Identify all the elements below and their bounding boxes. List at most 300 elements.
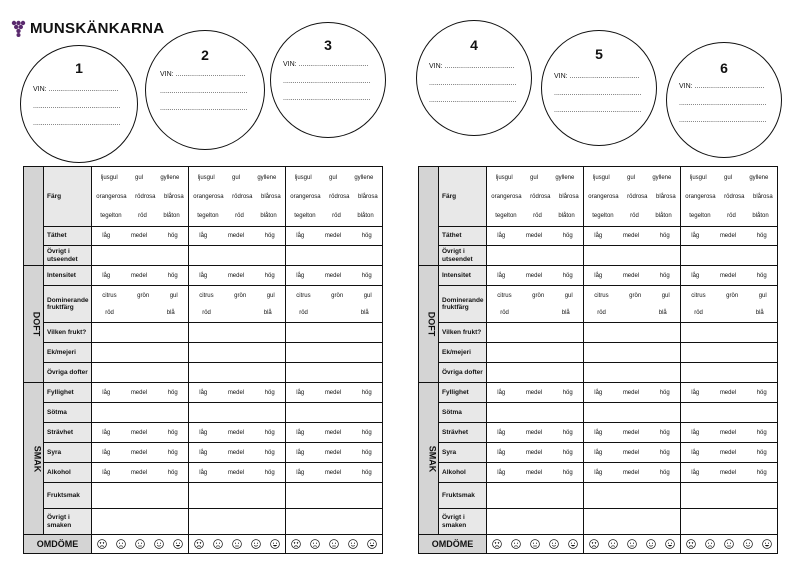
stravhet-cell[interactable]	[584, 423, 681, 443]
option-label[interactable]: medel	[622, 449, 640, 456]
option-label[interactable]: ljusgul	[100, 174, 118, 181]
farg-cell[interactable]	[286, 167, 383, 227]
vin-dots[interactable]: .............................................	[429, 97, 517, 104]
alkohol-cell[interactable]	[584, 463, 681, 483]
fruktsmak-cell[interactable]	[681, 483, 778, 509]
option-label[interactable]: orangerosa	[588, 193, 619, 200]
ovrigt-cell[interactable]	[584, 246, 681, 266]
alkohol-cell[interactable]	[681, 463, 778, 483]
option-label[interactable]: medel	[324, 469, 342, 476]
option-label[interactable]: blåton	[752, 212, 769, 219]
option-label[interactable]: hög	[361, 429, 372, 436]
very-sad-face-icon[interactable]	[97, 539, 107, 549]
option-label[interactable]: medel	[525, 272, 543, 279]
option-label[interactable]: låg	[497, 429, 506, 436]
option-label[interactable]: låg	[296, 469, 305, 476]
sotma-cell[interactable]	[189, 403, 286, 423]
ovrigt-cell[interactable]	[189, 246, 286, 266]
alkohol-cell[interactable]	[92, 463, 189, 483]
option-label[interactable]: röd	[533, 212, 542, 219]
vin-field[interactable]: VIN: ....................................	[160, 71, 246, 78]
option-label[interactable]: ljusgul	[197, 174, 215, 181]
vin-dots[interactable]: .............................................	[283, 78, 371, 85]
vin-dots[interactable]: .............................................	[679, 100, 767, 107]
option-label[interactable]: medel	[227, 389, 245, 396]
option-label[interactable]: hög	[361, 449, 372, 456]
option-label[interactable]: låg	[594, 389, 603, 396]
tathet-cell[interactable]	[487, 227, 584, 246]
option-label[interactable]: medel	[525, 449, 543, 456]
option-label[interactable]: röd	[105, 309, 114, 316]
stravhet-cell[interactable]	[189, 423, 286, 443]
option-label[interactable]: hög	[659, 389, 670, 396]
option-label[interactable]: medel	[324, 272, 342, 279]
frukt-cell[interactable]	[681, 286, 778, 323]
fruktsmak-cell[interactable]	[286, 483, 383, 509]
happy-face-icon[interactable]	[251, 539, 261, 549]
option-label[interactable]: hög	[361, 233, 372, 239]
option-label[interactable]: medel	[525, 469, 543, 476]
option-label[interactable]: hög	[264, 272, 275, 279]
option-label[interactable]: hög	[562, 389, 573, 396]
ek-cell[interactable]	[92, 343, 189, 363]
fyllighet-cell[interactable]	[92, 383, 189, 403]
option-label[interactable]: hög	[562, 429, 573, 436]
vin-dots[interactable]: .............................................	[429, 80, 517, 87]
option-label[interactable]: orangerosa	[193, 193, 224, 200]
option-label[interactable]: hög	[659, 429, 670, 436]
stravhet-cell[interactable]	[487, 423, 584, 443]
option-label[interactable]: medel	[324, 449, 342, 456]
option-label[interactable]: blåton	[163, 212, 180, 219]
smaken-cell[interactable]	[92, 509, 189, 535]
option-label[interactable]: blårosa	[656, 193, 676, 200]
option-label[interactable]: låg	[691, 233, 700, 239]
option-label[interactable]: medel	[525, 233, 543, 239]
option-label[interactable]: grön	[629, 292, 642, 299]
option-label[interactable]: hög	[659, 469, 670, 476]
option-label[interactable]: medel	[719, 233, 737, 239]
option-label[interactable]: gul	[661, 292, 670, 299]
option-label[interactable]: låg	[102, 272, 111, 279]
option-label[interactable]: blårosa	[559, 193, 579, 200]
option-label[interactable]: medel	[130, 233, 148, 239]
happy-face-icon[interactable]	[549, 539, 559, 549]
option-label[interactable]: hög	[562, 449, 573, 456]
omdome-cell[interactable]	[487, 535, 584, 554]
sad-face-icon[interactable]	[213, 539, 223, 549]
option-label[interactable]: hög	[167, 449, 178, 456]
option-label[interactable]: röd	[597, 309, 606, 316]
frukt-cell[interactable]	[584, 286, 681, 323]
dofter-cell[interactable]	[487, 363, 584, 383]
option-label[interactable]: blåton	[558, 212, 575, 219]
option-label[interactable]: gul	[134, 174, 143, 181]
option-label[interactable]: hög	[167, 429, 178, 436]
smaken-cell[interactable]	[286, 509, 383, 535]
option-label[interactable]: låg	[296, 429, 305, 436]
option-label[interactable]: citrus	[497, 292, 512, 299]
smaken-cell[interactable]	[681, 509, 778, 535]
option-label[interactable]: blåton	[655, 212, 672, 219]
omdome-cell[interactable]	[584, 535, 681, 554]
happy-face-icon[interactable]	[154, 539, 164, 549]
option-label[interactable]: låg	[199, 233, 208, 239]
tathet-cell[interactable]	[584, 227, 681, 246]
option-label[interactable]: medel	[719, 272, 737, 279]
vin-dots[interactable]: .............................................	[679, 117, 767, 124]
ek-cell[interactable]	[286, 343, 383, 363]
option-label[interactable]: medel	[622, 272, 640, 279]
intensitet-cell[interactable]	[487, 266, 584, 286]
vin-dots[interactable]: .............................................	[554, 107, 642, 114]
vin-field[interactable]: VIN: ....................................	[554, 73, 640, 80]
vilken-cell[interactable]	[681, 323, 778, 343]
option-label[interactable]: röd	[332, 212, 341, 219]
option-label[interactable]: rödrosa	[530, 193, 551, 200]
very-sad-face-icon[interactable]	[194, 539, 204, 549]
option-label[interactable]: medel	[227, 233, 245, 239]
option-label[interactable]: låg	[296, 272, 305, 279]
option-label[interactable]: låg	[199, 469, 208, 476]
very-happy-face-icon[interactable]	[665, 539, 675, 549]
option-label[interactable]: låg	[497, 272, 506, 279]
option-label[interactable]: gul	[723, 174, 732, 181]
alkohol-cell[interactable]	[286, 463, 383, 483]
option-label[interactable]: röd	[630, 212, 639, 219]
neutral-face-icon[interactable]	[724, 539, 734, 549]
option-label[interactable]: hög	[659, 272, 670, 279]
very-sad-face-icon[interactable]	[686, 539, 696, 549]
stravhet-cell[interactable]	[92, 423, 189, 443]
option-label[interactable]: tegelton	[197, 212, 219, 219]
option-label[interactable]: medel	[622, 233, 640, 239]
sad-face-icon[interactable]	[116, 539, 126, 549]
ovrigt-cell[interactable]	[92, 246, 189, 266]
option-label[interactable]: hög	[562, 272, 573, 279]
option-label[interactable]: hög	[167, 272, 178, 279]
option-label[interactable]: hög	[264, 389, 275, 396]
option-label[interactable]: låg	[296, 233, 305, 239]
option-label[interactable]: medel	[130, 449, 148, 456]
option-label[interactable]: gul	[564, 292, 573, 299]
option-label[interactable]: ljusgul	[294, 174, 312, 181]
ek-cell[interactable]	[487, 343, 584, 363]
fyllighet-cell[interactable]	[189, 383, 286, 403]
vin-dots[interactable]: .............................................	[33, 120, 121, 127]
option-label[interactable]: hög	[361, 389, 372, 396]
option-label[interactable]: låg	[102, 469, 111, 476]
vilken-cell[interactable]	[584, 323, 681, 343]
option-label[interactable]: gul	[328, 174, 337, 181]
neutral-face-icon[interactable]	[232, 539, 242, 549]
option-label[interactable]: medel	[525, 389, 543, 396]
option-label[interactable]: blå	[360, 309, 369, 316]
option-label[interactable]: låg	[296, 389, 305, 396]
farg-cell[interactable]	[92, 167, 189, 227]
option-label[interactable]: rödrosa	[627, 193, 648, 200]
option-label[interactable]: hög	[756, 469, 767, 476]
option-label[interactable]: blå	[755, 309, 764, 316]
vilken-cell[interactable]	[487, 323, 584, 343]
intensitet-cell[interactable]	[681, 266, 778, 286]
option-label[interactable]: citrus	[102, 292, 117, 299]
option-label[interactable]: gyllene	[555, 174, 575, 181]
fruktsmak-cell[interactable]	[584, 483, 681, 509]
option-label[interactable]: blårosa	[753, 193, 773, 200]
very-happy-face-icon[interactable]	[173, 539, 183, 549]
intensitet-cell[interactable]	[189, 266, 286, 286]
option-label[interactable]: blåton	[260, 212, 277, 219]
very-sad-face-icon[interactable]	[589, 539, 599, 549]
frukt-cell[interactable]	[92, 286, 189, 323]
option-label[interactable]: gul	[758, 292, 767, 299]
option-label[interactable]: hög	[361, 469, 372, 476]
option-label[interactable]: medel	[622, 469, 640, 476]
smaken-cell[interactable]	[189, 509, 286, 535]
option-label[interactable]: grön	[532, 292, 545, 299]
smaken-cell[interactable]	[584, 509, 681, 535]
sad-face-icon[interactable]	[511, 539, 521, 549]
vin-field[interactable]: VIN: ....................................	[679, 83, 765, 90]
option-label[interactable]: röd	[138, 212, 147, 219]
option-label[interactable]: röd	[299, 309, 308, 316]
option-label[interactable]: blå	[658, 309, 667, 316]
option-label[interactable]: blårosa	[358, 193, 378, 200]
option-label[interactable]: låg	[199, 272, 208, 279]
option-label[interactable]: medel	[227, 449, 245, 456]
alkohol-cell[interactable]	[189, 463, 286, 483]
option-label[interactable]: låg	[497, 469, 506, 476]
option-label[interactable]: låg	[296, 449, 305, 456]
option-label[interactable]: hög	[756, 272, 767, 279]
option-label[interactable]: gul	[363, 292, 372, 299]
option-label[interactable]: medel	[622, 429, 640, 436]
option-label[interactable]: hög	[562, 233, 573, 239]
option-label[interactable]: medel	[324, 429, 342, 436]
omdome-cell[interactable]	[189, 535, 286, 554]
syra-cell[interactable]	[286, 443, 383, 463]
syra-cell[interactable]	[189, 443, 286, 463]
option-label[interactable]: låg	[497, 389, 506, 396]
option-label[interactable]: medel	[130, 469, 148, 476]
option-label[interactable]: gul	[266, 292, 275, 299]
ek-cell[interactable]	[584, 343, 681, 363]
option-label[interactable]: hög	[756, 449, 767, 456]
option-label[interactable]: ljusgul	[495, 174, 513, 181]
vin-dots[interactable]: .............................................	[554, 90, 642, 97]
dofter-cell[interactable]	[681, 363, 778, 383]
neutral-face-icon[interactable]	[135, 539, 145, 549]
option-label[interactable]: tegelton	[689, 212, 711, 219]
stravhet-cell[interactable]	[286, 423, 383, 443]
vin-dots[interactable]: .............................................	[33, 103, 121, 110]
vin-field[interactable]: VIN: ....................................	[283, 61, 369, 68]
vin-dots[interactable]: .............................................	[160, 105, 248, 112]
sotma-cell[interactable]	[92, 403, 189, 423]
neutral-face-icon[interactable]	[627, 539, 637, 549]
ovrigt-cell[interactable]	[487, 246, 584, 266]
option-label[interactable]: hög	[659, 233, 670, 239]
dofter-cell[interactable]	[584, 363, 681, 383]
option-label[interactable]: hög	[264, 233, 275, 239]
very-happy-face-icon[interactable]	[568, 539, 578, 549]
frukt-cell[interactable]	[487, 286, 584, 323]
very-happy-face-icon[interactable]	[367, 539, 377, 549]
ovrigt-cell[interactable]	[286, 246, 383, 266]
option-label[interactable]: tegelton	[100, 212, 122, 219]
fyllighet-cell[interactable]	[487, 383, 584, 403]
ek-cell[interactable]	[681, 343, 778, 363]
option-label[interactable]: medel	[622, 389, 640, 396]
happy-face-icon[interactable]	[348, 539, 358, 549]
option-label[interactable]: hög	[756, 429, 767, 436]
tathet-cell[interactable]	[189, 227, 286, 246]
option-label[interactable]: låg	[594, 469, 603, 476]
dofter-cell[interactable]	[189, 363, 286, 383]
option-label[interactable]: orangerosa	[290, 193, 321, 200]
sotma-cell[interactable]	[487, 403, 584, 423]
option-label[interactable]: låg	[594, 429, 603, 436]
option-label[interactable]: hög	[264, 429, 275, 436]
option-label[interactable]: låg	[497, 233, 506, 239]
vin-field[interactable]: VIN: ....................................	[429, 63, 515, 70]
option-label[interactable]: låg	[691, 429, 700, 436]
option-label[interactable]: medel	[227, 469, 245, 476]
sad-face-icon[interactable]	[608, 539, 618, 549]
smaken-cell[interactable]	[487, 509, 584, 535]
option-label[interactable]: hög	[264, 449, 275, 456]
option-label[interactable]: hög	[264, 469, 275, 476]
vin-dots[interactable]: .............................................	[160, 88, 248, 95]
vin-field[interactable]: VIN: ....................................	[33, 86, 119, 93]
option-label[interactable]: gyllene	[354, 174, 374, 181]
option-label[interactable]: gul	[169, 292, 178, 299]
option-label[interactable]: låg	[102, 449, 111, 456]
syra-cell[interactable]	[487, 443, 584, 463]
option-label[interactable]: orangerosa	[491, 193, 522, 200]
omdome-cell[interactable]	[92, 535, 189, 554]
option-label[interactable]: blå	[263, 309, 272, 316]
option-label[interactable]: röd	[694, 309, 703, 316]
option-label[interactable]: blårosa	[261, 193, 281, 200]
option-label[interactable]: låg	[691, 389, 700, 396]
happy-face-icon[interactable]	[743, 539, 753, 549]
option-label[interactable]: medel	[130, 389, 148, 396]
option-label[interactable]: hög	[167, 469, 178, 476]
option-label[interactable]: gyllene	[160, 174, 180, 181]
farg-cell[interactable]	[584, 167, 681, 227]
option-label[interactable]: medel	[719, 389, 737, 396]
option-label[interactable]: tegelton	[495, 212, 517, 219]
fruktsmak-cell[interactable]	[487, 483, 584, 509]
option-label[interactable]: blå	[561, 309, 570, 316]
option-label[interactable]: låg	[102, 389, 111, 396]
option-label[interactable]: ljusgul	[689, 174, 707, 181]
alkohol-cell[interactable]	[487, 463, 584, 483]
frukt-cell[interactable]	[286, 286, 383, 323]
option-label[interactable]: gul	[626, 174, 635, 181]
sotma-cell[interactable]	[681, 403, 778, 423]
option-label[interactable]: medel	[719, 469, 737, 476]
intensitet-cell[interactable]	[286, 266, 383, 286]
option-label[interactable]: gyllene	[257, 174, 277, 181]
option-label[interactable]: låg	[199, 389, 208, 396]
option-label[interactable]: medel	[719, 429, 737, 436]
very-happy-face-icon[interactable]	[270, 539, 280, 549]
option-label[interactable]: låg	[199, 449, 208, 456]
sad-face-icon[interactable]	[705, 539, 715, 549]
fruktsmak-cell[interactable]	[189, 483, 286, 509]
intensitet-cell[interactable]	[584, 266, 681, 286]
very-sad-face-icon[interactable]	[291, 539, 301, 549]
neutral-face-icon[interactable]	[329, 539, 339, 549]
option-label[interactable]: medel	[324, 389, 342, 396]
option-label[interactable]: blåton	[357, 212, 374, 219]
option-label[interactable]: låg	[594, 272, 603, 279]
option-label[interactable]: grön	[726, 292, 739, 299]
omdome-cell[interactable]	[681, 535, 778, 554]
option-label[interactable]: blå	[166, 309, 175, 316]
syra-cell[interactable]	[681, 443, 778, 463]
option-label[interactable]: medel	[130, 429, 148, 436]
option-label[interactable]: rödrosa	[135, 193, 156, 200]
fyllighet-cell[interactable]	[584, 383, 681, 403]
sotma-cell[interactable]	[584, 403, 681, 423]
option-label[interactable]: låg	[691, 469, 700, 476]
option-label[interactable]: ljusgul	[592, 174, 610, 181]
farg-cell[interactable]	[681, 167, 778, 227]
option-label[interactable]: grön	[137, 292, 150, 299]
syra-cell[interactable]	[92, 443, 189, 463]
vilken-cell[interactable]	[286, 323, 383, 343]
option-label[interactable]: orangerosa	[685, 193, 716, 200]
option-label[interactable]: låg	[691, 272, 700, 279]
option-label[interactable]: rödrosa	[724, 193, 745, 200]
stravhet-cell[interactable]	[681, 423, 778, 443]
option-label[interactable]: medel	[227, 429, 245, 436]
ek-cell[interactable]	[189, 343, 286, 363]
dofter-cell[interactable]	[92, 363, 189, 383]
option-label[interactable]: låg	[102, 233, 111, 239]
option-label[interactable]: gul	[231, 174, 240, 181]
option-label[interactable]: låg	[199, 429, 208, 436]
option-label[interactable]: tegelton	[294, 212, 316, 219]
option-label[interactable]: blårosa	[164, 193, 184, 200]
option-label[interactable]: rödrosa	[329, 193, 350, 200]
option-label[interactable]: hög	[756, 233, 767, 239]
vilken-cell[interactable]	[92, 323, 189, 343]
fruktsmak-cell[interactable]	[92, 483, 189, 509]
option-label[interactable]: rödrosa	[232, 193, 253, 200]
ovrigt-cell[interactable]	[681, 246, 778, 266]
fyllighet-cell[interactable]	[286, 383, 383, 403]
frukt-cell[interactable]	[189, 286, 286, 323]
very-happy-face-icon[interactable]	[762, 539, 772, 549]
option-label[interactable]: hög	[756, 389, 767, 396]
option-label[interactable]: låg	[594, 449, 603, 456]
option-label[interactable]: orangerosa	[96, 193, 127, 200]
tathet-cell[interactable]	[681, 227, 778, 246]
option-label[interactable]: grön	[331, 292, 344, 299]
option-label[interactable]: hög	[167, 233, 178, 239]
option-label[interactable]: citrus	[199, 292, 214, 299]
dofter-cell[interactable]	[286, 363, 383, 383]
option-label[interactable]: citrus	[296, 292, 311, 299]
omdome-cell[interactable]	[286, 535, 383, 554]
sad-face-icon[interactable]	[310, 539, 320, 549]
option-label[interactable]: citrus	[594, 292, 609, 299]
